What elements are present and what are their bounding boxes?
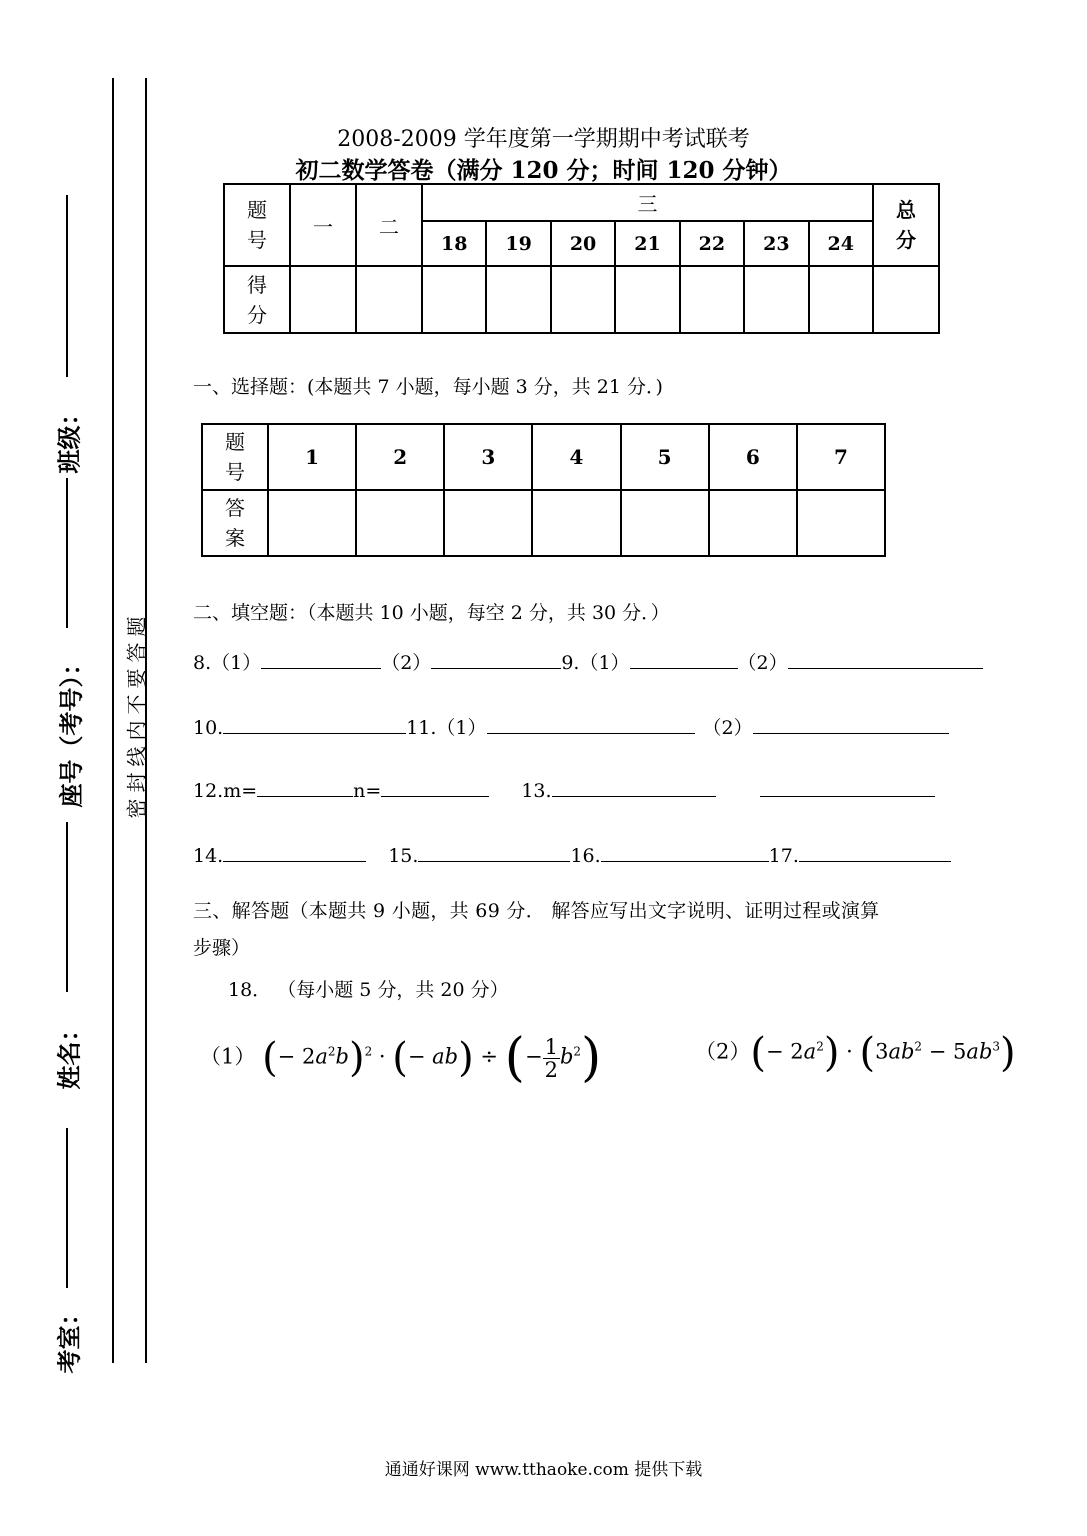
- score-cell[interactable]: [680, 266, 744, 333]
- score-cell[interactable]: [551, 266, 615, 333]
- name-label: 姓名：: [55, 1017, 84, 1090]
- seal-notice: 密封线内不要答题: [124, 610, 149, 819]
- q23-header: 23: [744, 221, 808, 266]
- q1-header: 1: [268, 424, 356, 490]
- fill-row-8-9: 8.（1） （2） 9.（1） （2）: [193, 648, 983, 675]
- answer-cell[interactable]: [621, 490, 709, 556]
- problem-18-1: （1） (− $2a^2b)^2$ · (− ab) ÷ (− $\frac{1}{2}$ $b^2$): [200, 1028, 602, 1088]
- section-2-header: 二: [356, 184, 422, 266]
- q20-header: 20: [551, 221, 615, 266]
- q24-header: 24: [809, 221, 873, 266]
- blank-11-2[interactable]: [753, 715, 949, 734]
- class-label: 班级：: [55, 401, 84, 474]
- q5-header: 5: [621, 424, 709, 490]
- section-1-heading: 一、选择题：(本题共 7 小题，每小题 3 分，共 21 分．): [193, 376, 663, 398]
- section-3-heading: 三、解答题（本题共 9 小题，共 69 分． 解答应写出文字说明、证明过程或演算: [193, 900, 880, 922]
- q6-header: 6: [709, 424, 797, 490]
- total-header: 总分: [873, 184, 939, 266]
- score-cell[interactable]: [422, 266, 486, 333]
- answer-cell[interactable]: [532, 490, 620, 556]
- score-cell[interactable]: [356, 266, 422, 333]
- score-cell[interactable]: [873, 266, 939, 333]
- answer-row-header: 题号: [202, 424, 268, 490]
- seat-write-line: [66, 478, 68, 628]
- q22-header: 22: [680, 221, 744, 266]
- exam-title: 2008-2009 学年度第一学期期中考试联考: [337, 127, 750, 152]
- exam-subtitle: 初二数学答卷（满分 120 分；时间 120 分钟）: [295, 157, 792, 184]
- blank-12-m[interactable]: [257, 778, 353, 797]
- answer-label: 答案: [202, 490, 268, 556]
- q7-header: 7: [797, 424, 885, 490]
- answer-cell[interactable]: [444, 490, 532, 556]
- blank-14[interactable]: [223, 843, 366, 862]
- answer-cell[interactable]: [268, 490, 356, 556]
- binding-line-left: [112, 78, 114, 1363]
- answer-cell[interactable]: [797, 490, 885, 556]
- score-cell[interactable]: [809, 266, 873, 333]
- blank-8-2[interactable]: [431, 650, 561, 669]
- question-18-heading: 18． （每小题 5 分，共 20 分）: [228, 979, 509, 1001]
- footer-source: 通通好课网 www.tthaoke.com 提供下载: [384, 1460, 703, 1480]
- blank-17[interactable]: [799, 843, 951, 862]
- problem-18-2-label: （2）: [695, 1039, 751, 1064]
- q2-header: 2: [356, 424, 444, 490]
- blank-9-1[interactable]: [630, 650, 738, 669]
- score-cell[interactable]: [744, 266, 808, 333]
- fill-row-10-11: 10. 11.（1） （2）: [193, 713, 949, 740]
- q4-header: 4: [532, 424, 620, 490]
- score-cell[interactable]: [290, 266, 356, 333]
- blank-16[interactable]: [601, 843, 769, 862]
- blank-15[interactable]: [418, 843, 570, 862]
- q19-header: 19: [486, 221, 550, 266]
- exam-room-label: 考室：: [55, 1301, 84, 1374]
- blank-12-n[interactable]: [381, 778, 489, 797]
- q3-header: 3: [444, 424, 532, 490]
- blank-13-1[interactable]: [552, 778, 716, 797]
- score-row-header: 题号: [224, 184, 290, 266]
- score-cell[interactable]: [486, 266, 550, 333]
- problem-18-1-label: （1）: [200, 1044, 256, 1069]
- score-cell[interactable]: [615, 266, 679, 333]
- section-3-heading-cont: 步骤）: [193, 937, 251, 959]
- seat-number-label: 座号（考号）：: [57, 651, 86, 808]
- answer-cell[interactable]: [356, 490, 444, 556]
- blank-13-2[interactable]: [760, 778, 935, 797]
- class-write-line: [66, 195, 68, 377]
- name-write-line: [66, 822, 68, 992]
- blank-10[interactable]: [223, 715, 406, 734]
- section-1-header: 一: [290, 184, 356, 266]
- blank-11-1[interactable]: [487, 715, 695, 734]
- score-table: [223, 183, 940, 334]
- fill-row-14-17: 14. 15. 16. 17.: [193, 843, 951, 867]
- fill-row-12-13: 12.m= n= 13.: [193, 778, 935, 802]
- score-label: 得分: [224, 266, 290, 333]
- room-write-line: [66, 1128, 68, 1288]
- answer-cell[interactable]: [709, 490, 797, 556]
- blank-8-1[interactable]: [261, 650, 381, 669]
- blank-9-2[interactable]: [788, 650, 983, 669]
- problem-18-2: $(2)(- 2a^2) \cdot (3ab^2 - 5ab^3)$: [695, 1030, 1016, 1076]
- q21-header: 21: [615, 221, 679, 266]
- section-3-header: 三: [422, 184, 873, 221]
- q18-header: 18: [422, 221, 486, 266]
- section-2-heading: 二、填空题：（本题共 10 小题，每空 2 分，共 30 分．）: [193, 602, 670, 624]
- answer-table: [201, 423, 886, 557]
